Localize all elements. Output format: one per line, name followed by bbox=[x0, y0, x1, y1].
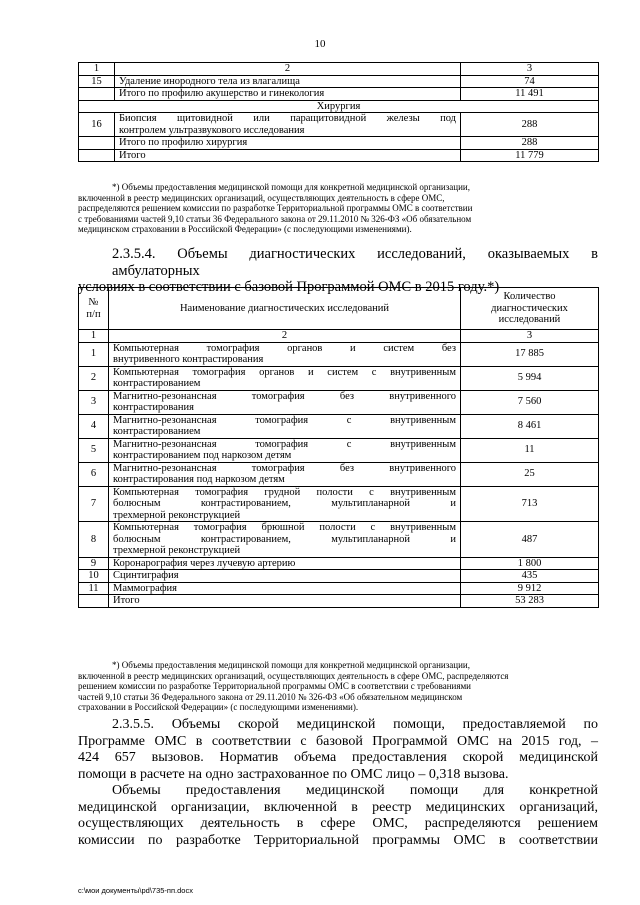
row-name bbox=[109, 414, 461, 438]
table-row bbox=[79, 113, 599, 137]
row-number: 11 bbox=[79, 582, 109, 595]
row-name-line: Компьютерная томография брюшной полости с внутривенным bbox=[113, 522, 456, 533]
table-cell: 2 bbox=[109, 330, 461, 343]
row-value: 435 bbox=[461, 570, 599, 583]
row-name bbox=[109, 595, 461, 608]
footnote-line: *) Объемы предоставления медицинской помощи для конкретной медицинской организации, bbox=[112, 660, 470, 670]
row-value: 8 461 bbox=[461, 414, 599, 438]
row-name-line: контрастирования под наркозом детям bbox=[113, 474, 285, 485]
header-text: исследований bbox=[498, 314, 561, 326]
row-name-line: внутривенного контрастирования bbox=[113, 354, 264, 365]
row-name-line: Магнитно-резонансная томография с внутривенным bbox=[113, 438, 456, 450]
row-number: 10 bbox=[79, 570, 109, 583]
table-row bbox=[79, 149, 599, 162]
paragraph-line: медицинской организации, включенной в реестр медицинских организаций, bbox=[78, 799, 598, 815]
paragraph-line: 424 657 вызовов. Норматив объема предоставления скорой медицинской bbox=[78, 750, 598, 765]
table-row bbox=[79, 486, 599, 522]
row-name-line: Магнитно-резонансная томография без внутривенного bbox=[113, 390, 456, 402]
row-name bbox=[109, 438, 461, 462]
row-number: 4 bbox=[79, 414, 109, 438]
row-name bbox=[109, 522, 461, 558]
row-name bbox=[109, 570, 461, 583]
page-number: 10 bbox=[314, 38, 326, 50]
footnote-line: медицинском страховании в Российской Федерации» (с последующими изменениями). bbox=[78, 224, 412, 234]
row-name-line: Коронарография через лучевую артерию bbox=[113, 557, 296, 569]
table-header-row bbox=[79, 288, 599, 330]
row-name: Итого по профилю акушерство и гинекология bbox=[115, 88, 461, 101]
row-name-line: трехмерной реконструкцией bbox=[113, 509, 241, 521]
header-name: Наименование диагностических исследований bbox=[109, 288, 461, 330]
row-value: 11 491 bbox=[461, 88, 599, 101]
row-name-line: Магнитно-резонансная томография без внутривенного bbox=[113, 462, 456, 474]
heading-line: 2.3.5.4. Объемы диагностических исследований, оказываемых в амбулаторных bbox=[112, 246, 598, 279]
header-text: п/п bbox=[86, 308, 101, 320]
row-name-line: Компьютерная томография органов и систем с внутривенным bbox=[113, 366, 456, 378]
row-name: Итого по профилю хирургия bbox=[115, 137, 461, 150]
row-name-line: Магнитно-резонансная томография с внутривенным bbox=[113, 414, 456, 426]
footnote-line: распределяются решением комиссии по разработке Территориальной программы ОМС в соответствии bbox=[78, 203, 473, 213]
row-value: 74 bbox=[461, 75, 599, 88]
row-number: 1 bbox=[79, 342, 109, 366]
footnote-line: включенной в реестр медицинских организаций, осуществляющих деятельность в сфере ОМС, распределяются bbox=[78, 670, 509, 681]
header-text: Количество bbox=[503, 291, 556, 303]
table-cell: 3 bbox=[461, 330, 599, 343]
row-value: 487 bbox=[461, 522, 599, 558]
table-cell: 1 bbox=[79, 330, 109, 343]
row-number: 8 bbox=[79, 522, 109, 558]
paragraph-volumes bbox=[78, 783, 598, 849]
row-number: 2 bbox=[79, 366, 109, 390]
paragraph-line: Программе ОМС в соответствии с базовой Программой ОМС на 2015 год, – bbox=[78, 733, 598, 749]
table-row bbox=[79, 557, 599, 570]
row-number: 5 bbox=[79, 438, 109, 462]
row-name-line: Биопсия щитовидной или паращитовидной железы под bbox=[119, 113, 456, 124]
row-name-line: контрастированием под наркозом детям bbox=[113, 450, 292, 461]
row-name-line: трехмерной реконструкцией bbox=[113, 545, 241, 556]
heading-line: условиях в соответствии с базовой Программой ОМС в 2015 году.*) bbox=[78, 279, 500, 295]
row-value: 288 bbox=[461, 137, 599, 150]
row-value: 9 912 bbox=[461, 582, 599, 595]
footnote-line: *) Объемы предоставления медицинской помощи для конкретной медицинской организации, bbox=[112, 182, 470, 192]
row-number: 7 bbox=[79, 486, 109, 522]
row-value: 288 bbox=[461, 113, 599, 137]
row-value: 53 283 bbox=[461, 595, 599, 608]
table-row bbox=[79, 462, 599, 486]
table-index-row bbox=[79, 63, 599, 76]
table-row bbox=[79, 522, 599, 558]
paragraph-line: 2.3.5.5. Объемы скорой медицинской помощи, предоставляемой по bbox=[112, 717, 598, 732]
row-name-line: Компьютерная томография органов и систем без bbox=[113, 342, 456, 354]
table-row bbox=[79, 137, 599, 150]
table-row bbox=[79, 366, 599, 390]
row-number bbox=[79, 149, 115, 162]
row-value: 1 800 bbox=[461, 557, 599, 570]
table-cell: 2 bbox=[115, 63, 461, 76]
row-name bbox=[109, 342, 461, 366]
footnote-line: частей 9,10 статьи 36 Федерального закона от 29.11.2010 № 326-ФЗ «Об обязательном медицинском bbox=[78, 691, 463, 702]
row-name-line: Итого bbox=[113, 595, 140, 606]
row-name-line: Компьютерная томография грудной полости с внутривенным bbox=[113, 486, 456, 498]
row-name bbox=[109, 366, 461, 390]
row-value: 5 994 bbox=[461, 366, 599, 390]
table-row bbox=[79, 88, 599, 101]
header-text: диагностических bbox=[491, 302, 568, 314]
header-text: № bbox=[88, 297, 99, 308]
table-row bbox=[79, 570, 599, 583]
row-name-line: Сцинтиграфия bbox=[113, 570, 179, 581]
row-value: 713 bbox=[461, 486, 599, 522]
row-name-line: контролем ультразвукового исследования bbox=[119, 124, 305, 136]
table-row bbox=[79, 595, 599, 608]
paragraph-2355 bbox=[78, 717, 598, 783]
footer-file-path: c:\мои документы\pd\735-пп.docx bbox=[78, 886, 193, 895]
paragraph-line: осуществляющих деятельность в сфере ОМС, распределяются решением bbox=[78, 816, 598, 831]
row-name bbox=[109, 582, 461, 595]
row-number: 15 bbox=[79, 75, 115, 88]
paragraph-line: Объемы предоставления медицинской помощи для конкретной bbox=[112, 783, 598, 798]
footnote-line: решением комиссии по разработке Территориальной программы ОМС в соответствии с требованиями bbox=[78, 681, 471, 691]
section-title: Хирургия bbox=[79, 100, 599, 113]
row-name bbox=[109, 486, 461, 522]
header-quantity bbox=[461, 288, 599, 330]
row-number: 9 bbox=[79, 557, 109, 570]
row-value: 7 560 bbox=[461, 390, 599, 414]
table-row bbox=[79, 582, 599, 595]
row-value: 17 885 bbox=[461, 342, 599, 366]
paragraph-line: комиссии по разработке Территориальной программы ОМС в соответствии bbox=[78, 832, 598, 848]
row-name-line: контрастирования bbox=[113, 402, 194, 413]
footnote-line: страховании в Российской Федерации» (с последующими изменениями). bbox=[78, 702, 359, 712]
top-table bbox=[78, 62, 599, 162]
row-number bbox=[79, 88, 115, 101]
row-name bbox=[109, 462, 461, 486]
section-title-row bbox=[79, 100, 599, 113]
row-value: 11 779 bbox=[461, 149, 599, 162]
row-number bbox=[79, 595, 109, 608]
row-name-line: контрастированием bbox=[113, 426, 201, 437]
footnote-line: включенной в реестр медицинских организаций, осуществляющих деятельность в сфере ОМС, bbox=[78, 192, 445, 203]
row-name bbox=[109, 390, 461, 414]
row-number bbox=[79, 137, 115, 150]
row-name: Итого bbox=[115, 149, 461, 162]
paragraph-line: помощи в расчете на одно застрахованное по ОМС лицо – 0,318 вызова. bbox=[78, 766, 509, 782]
table-cell: 1 bbox=[79, 63, 115, 76]
table-cell: 3 bbox=[461, 63, 599, 76]
row-value: 11 bbox=[461, 438, 599, 462]
diagnostics-table bbox=[78, 287, 599, 608]
row-value: 25 bbox=[461, 462, 599, 486]
table-row bbox=[79, 438, 599, 462]
row-name: Удаление инородного тела из влагалища bbox=[115, 75, 461, 88]
row-name-line: болюсным контрастированием, мультипланарной и bbox=[113, 498, 456, 509]
table-row bbox=[79, 342, 599, 366]
table-row bbox=[79, 390, 599, 414]
header-number bbox=[79, 288, 109, 330]
row-name-line: контрастированием bbox=[113, 378, 201, 389]
row-name-line: болюсным контрастированием, мультипланарной и bbox=[113, 533, 456, 545]
table-row bbox=[79, 414, 599, 438]
footnote-1 bbox=[78, 182, 598, 235]
row-name-line: Маммография bbox=[113, 582, 178, 594]
table-index-row bbox=[79, 330, 599, 343]
row-number: 6 bbox=[79, 462, 109, 486]
table-row bbox=[79, 75, 599, 88]
diagnostics-table-body bbox=[79, 342, 599, 607]
footnote-line: с требованиями частей 9,10 статьи 36 Федерального закона от 29.11.2010 № 326-ФЗ «Об обязательном bbox=[78, 213, 472, 224]
row-name bbox=[109, 557, 461, 570]
row-number: 16 bbox=[79, 113, 115, 137]
row-number: 3 bbox=[79, 390, 109, 414]
row-name bbox=[115, 113, 461, 137]
footnote-2 bbox=[78, 660, 598, 713]
